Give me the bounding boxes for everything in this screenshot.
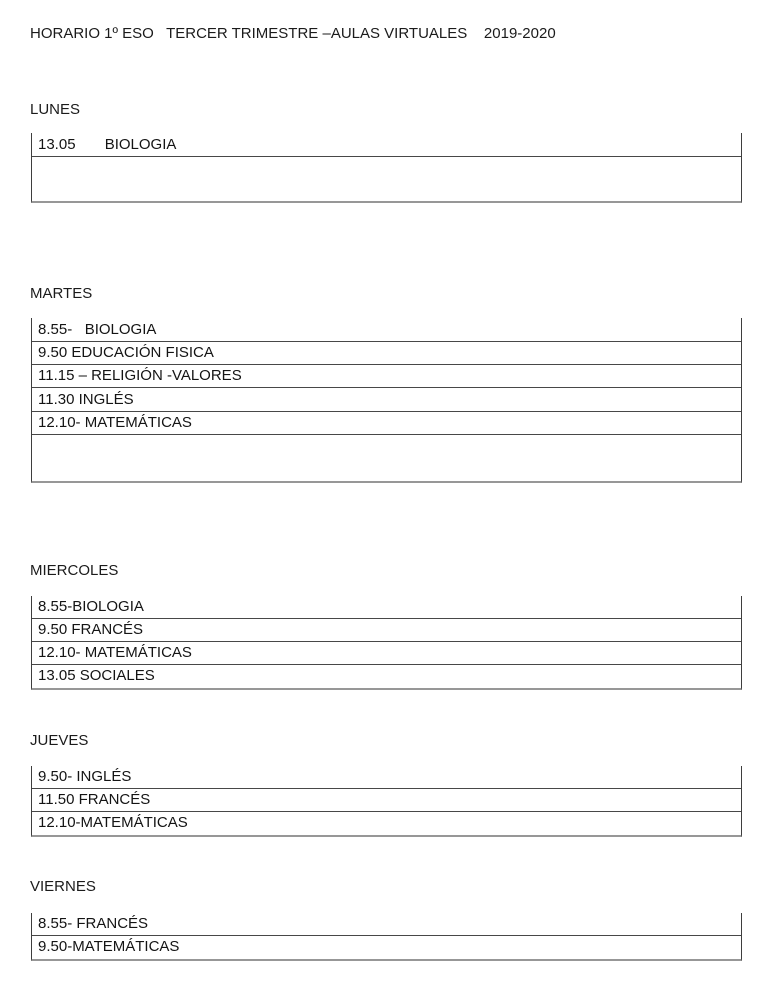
schedule-row: 9.50 EDUCACIÓN FISICA (32, 342, 741, 365)
schedule-row-empty (32, 435, 741, 481)
schedule-table-miercoles (31, 596, 742, 690)
schedule-row: 11.30 INGLÉS (32, 388, 741, 412)
day-label-martes: MARTES (30, 285, 93, 302)
schedule-row: 12.10- MATEMÁTICAS (32, 412, 741, 435)
schedule-row: 9.50- INGLÉS (32, 766, 741, 789)
day-label-lunes: LUNES (30, 101, 81, 118)
schedule-row: 13.05 SOCIALES (38, 667, 155, 684)
schedule-row: 13.05 BIOLOGIA (32, 133, 741, 157)
schedule-row: 12.10-MATEMÁTICAS (38, 814, 188, 831)
schedule-row: 8.55- BIOLOGIA (32, 318, 741, 342)
day-label-viernes: VIERNES (30, 878, 96, 895)
schedule-row: 11.15 – RELIGIÓN -VALORES (32, 365, 741, 388)
schedule-row: 9.50 FRANCÉS (32, 619, 741, 642)
schedule-row: 8.55- FRANCÉS (32, 913, 741, 936)
schedule-table-lunes (31, 133, 742, 203)
schedule-table-martes (31, 318, 742, 483)
schedule-row: 8.55-BIOLOGIA (32, 596, 741, 619)
schedule-row: 12.10- MATEMÁTICAS (32, 642, 741, 665)
schedule-table-viernes (31, 913, 742, 961)
day-label-miercoles: MIERCOLES (30, 562, 119, 579)
schedule-row-empty (32, 157, 741, 201)
page-title: HORARIO 1º ESO TERCER TRIMESTRE –AULAS VIRTUALES 2019-2020 (30, 25, 556, 42)
schedule-table-jueves (31, 766, 742, 837)
schedule-row: 11.50 FRANCÉS (32, 789, 741, 812)
schedule-row: 9.50-MATEMÁTICAS (38, 938, 180, 955)
day-label-jueves: JUEVES (30, 732, 89, 749)
